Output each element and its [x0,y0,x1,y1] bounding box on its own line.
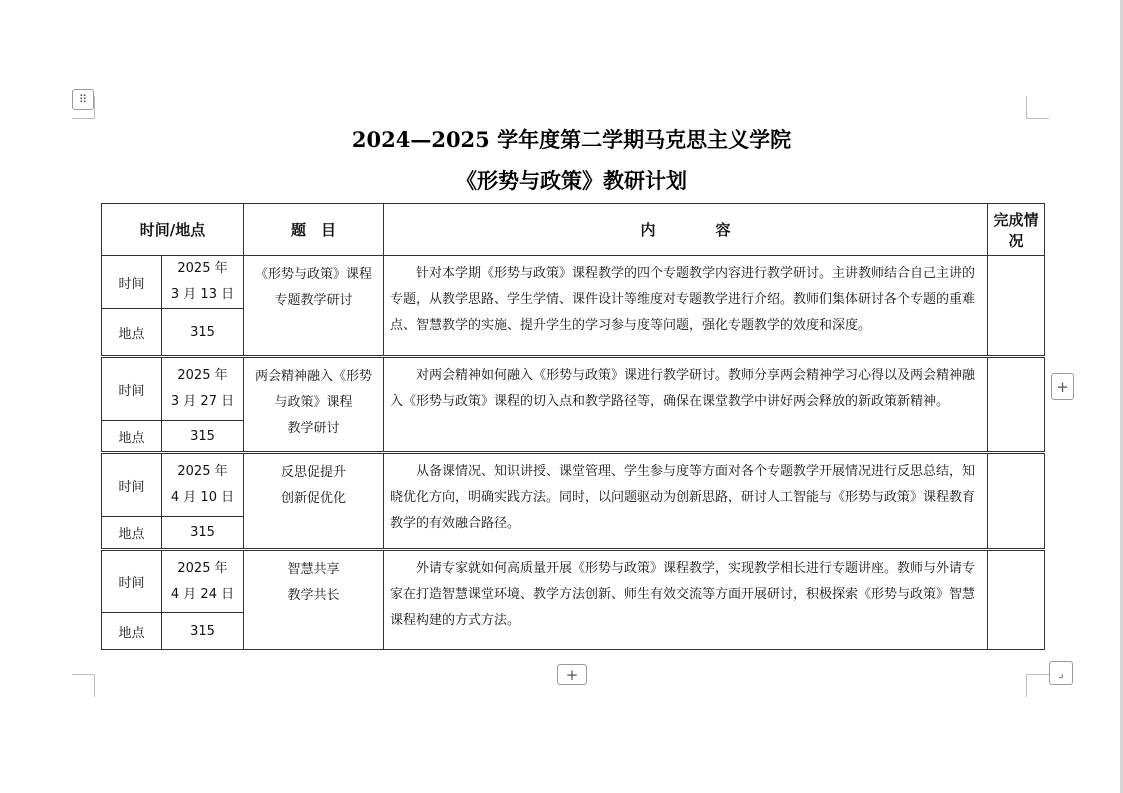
topic-cell [244,550,384,650]
place-label: 地点 [102,517,162,550]
place-label: 地点 [102,309,162,357]
status-cell [988,357,1045,453]
topic-line: 教学研讨 [287,421,340,436]
topic-line: 反思促提升 [281,465,347,480]
date-year: 2025 年 [177,560,228,576]
content-cell: 从备课情况、知识讲授、课堂管理、学生参与度等方面对各个专题教学开展情况进行反思总结，知晓优化方向，明确实践方法。同时，以问题驱动为创新思路，研讨人工智能与《形势与政策》课程教育教学的有效融合路径。 [384,453,988,550]
date-cell [162,357,244,421]
table-row [102,453,1045,517]
date-day: 3 月 13 日 [170,287,235,302]
topic-cell [244,256,384,357]
date-day: 4 月 24 日 [170,586,235,602]
date-cell [162,256,244,309]
header-status: 完成情况 [988,204,1045,256]
header-topic: 题 目 [244,204,384,256]
time-label: 时间 [102,453,162,517]
time-label: 时间 [102,256,162,309]
table-row [102,550,1045,613]
status-cell [988,453,1045,550]
crop-mark-bottom-left [72,674,95,697]
table-row [102,256,1045,309]
topic-line: 教学共长 [287,588,340,603]
topic-line: 专题教学研讨 [274,293,353,308]
topic-line: 智慧共享 [287,562,340,577]
date-year: 2025 年 [177,368,228,383]
date-year: 2025 年 [177,464,228,479]
crop-mark-bottom-right [1026,674,1049,697]
content-cell: 对两会精神如何融入《形势与政策》课进行教学研讨。教师分享两会精神学习心得以及两会精神融入《形势与政策》课程的切入点和教学路径等，确保在课堂教学中讲好两会释放的新政策新精神。 [384,357,988,453]
room-cell: 315 [162,517,244,550]
add-column-icon[interactable]: + [1051,373,1074,400]
table-header-row [102,204,1045,256]
date-day: 4 月 10 日 [170,490,235,505]
topic-line: 两会精神融入《形势 [255,369,373,384]
content-cell: 外请专家就如何高质量开展《形势与政策》课程教学，实现教学相长进行专题讲座。教师与外请专家在打造智慧课堂环境、教学方法创新、师生有效交流等方面开展研讨，积极探索《形势与政策》智慧课程构建的方式方法。 [384,550,988,650]
topic-line: 与政策》课程 [274,395,353,410]
topic-line: 创新促优化 [281,491,347,506]
date-day: 3 月 27 日 [170,394,235,409]
time-label: 时间 [102,550,162,613]
room-cell: 315 [162,421,244,453]
status-cell [988,256,1045,357]
document-title-line1: 2024—2025 学年度第二学期马克思主义学院 [351,127,792,152]
content-cell: 针对本学期《形势与政策》课程教学的四个专题教学内容进行教学研讨。主讲教师结合自己主讲的专题，从教学思路、学生学情、课件设计等维度对专题教学进行介绍。教师们集体研讨各个专题的重难点、智慧教学的实施、提升学生的学习参与度等问题，强化专题教学的效度和深度。 [384,256,988,357]
status-cell [988,550,1045,650]
date-year: 2025 年 [177,261,228,276]
place-label: 地点 [102,421,162,453]
header-time-place: 时间/地点 [102,204,244,256]
table-move-handle-icon[interactable]: ⠿ [72,89,94,110]
table-row [102,357,1045,421]
plan-table [101,203,1045,650]
header-content: 内 容 [384,204,988,256]
topic-line: 《形势与政策》课程 [255,267,373,282]
table-resize-icon[interactable]: ⌟ [1049,661,1073,685]
room-cell: 315 [162,309,244,357]
time-label: 时间 [102,357,162,421]
topic-cell [244,453,384,550]
date-cell [162,453,244,517]
date-cell [162,550,244,613]
room-cell: 315 [162,613,244,650]
document-title-line2: 《形势与政策》教研计划 [456,168,687,193]
place-label: 地点 [102,613,162,650]
add-row-icon[interactable]: + [557,664,587,685]
crop-mark-top-right [1026,96,1049,119]
topic-cell [244,357,384,453]
